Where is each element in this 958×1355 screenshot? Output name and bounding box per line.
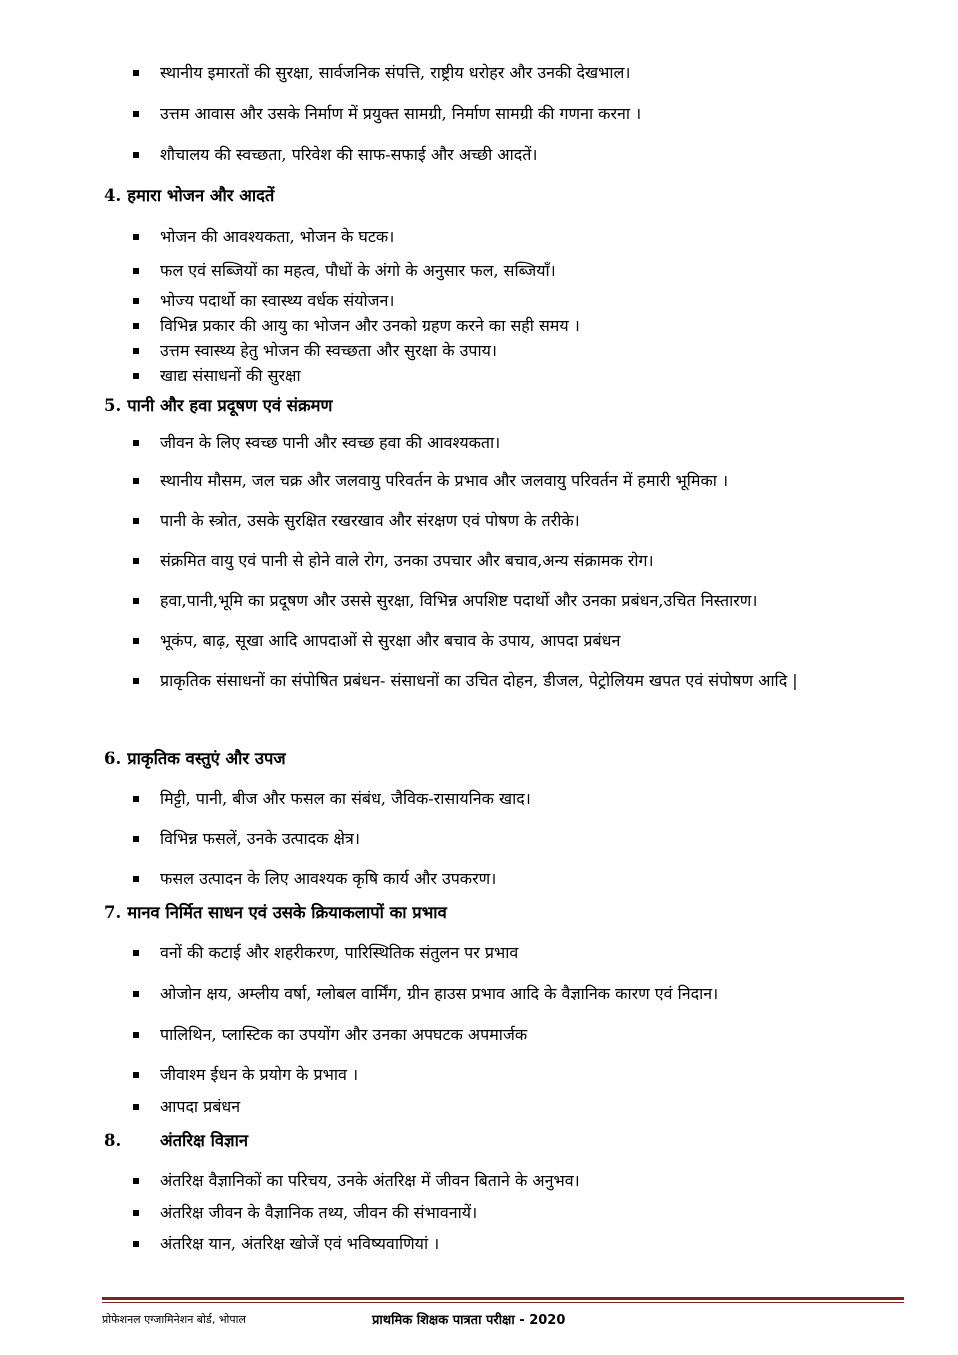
list-item: शौचालय की स्वच्छता, परिवेश की साफ-सफाई और अच्छी आदतें। xyxy=(160,145,538,164)
bullet-icon xyxy=(133,518,139,524)
bullet-icon xyxy=(133,268,139,274)
list-item: फल एवं सब्जियों का महत्व, पौधों के अंगो के अनुसार फल, सब्जियाँ। xyxy=(160,261,556,280)
list-item: उत्तम स्वास्थ्य हेतु भोजन की स्वच्छता और सुरक्षा के उपाय। xyxy=(160,341,497,360)
list-item: विभिन्न प्रकार की आयु का भोजन और उनको ग्रहण करने का सही समय । xyxy=(160,316,580,335)
bullet-icon xyxy=(133,440,139,446)
section-heading xyxy=(104,902,447,924)
section-title: अंतरिक्ष विज्ञान xyxy=(160,1131,249,1150)
bullet-icon xyxy=(133,1072,139,1078)
list-item: जीवन के लिए स्वच्छ पानी और स्वच्छ हवा की आवश्यकता। xyxy=(160,433,501,452)
list-item: भोजन की आवश्यकता, भोजन के घटक। xyxy=(160,227,395,246)
list-item: वनों की कटाई और शहरीकरण, पारिस्थितिक संतुलन पर प्रभाव xyxy=(160,943,519,962)
bullet-icon xyxy=(133,234,139,240)
section-number: 7. xyxy=(104,903,122,922)
bullet-icon xyxy=(133,323,139,329)
bullet-icon xyxy=(133,678,139,684)
list-item: आपदा प्रबंधन xyxy=(160,1097,241,1116)
bullet-icon xyxy=(133,1210,139,1216)
section-heading xyxy=(104,748,286,770)
bullet-icon xyxy=(133,70,139,76)
list-item: उत्तम आवास और उसके निर्माण में प्रयुक्त सामग्री, निर्माण सामग्री की गणना करना । xyxy=(160,104,642,123)
list-item: भोज्य पदार्थो का स्वास्थ्य वर्धक संयोजन। xyxy=(160,291,395,310)
bullet-icon xyxy=(133,478,139,484)
bullet-icon xyxy=(133,348,139,354)
section-title: पानी और हवा प्रदूषण एवं संक्रमण xyxy=(127,396,333,415)
list-item: प्राकृतिक संसाधनों का संपोषित प्रबंधन- संसाधनों का उचित दोहन, डीजल, पेट्रोलियम खपत एवं संपोषण आदि | xyxy=(160,671,798,690)
section-heading xyxy=(104,185,274,207)
footer-rule-thin xyxy=(102,1302,904,1303)
bullet-icon xyxy=(133,991,139,997)
bullet-icon xyxy=(133,373,139,379)
list-item: अंतरिक्ष वैज्ञानिकों का परिचय, उनके अंतरिक्ष में जीवन बिताने के अनुभव। xyxy=(160,1171,580,1190)
list-item: स्थानीय इमारतों की सुरक्षा, सार्वजनिक संपत्ति, राष्ट्रीय धरोहर और उनकी देखभाल। xyxy=(160,63,631,82)
section-heading xyxy=(104,1130,248,1152)
footer-exam-title: प्राथमिक शिक्षक पात्रता परीक्षा - 2020 xyxy=(372,1313,566,1328)
bullet-icon xyxy=(133,111,139,117)
bullet-icon xyxy=(133,796,139,802)
bullet-icon xyxy=(133,638,139,644)
list-item: मिट्टी, पानी, बीज और फसल का संबंध, जैविक-रासायनिक खाद। xyxy=(160,789,531,808)
list-item: फसल उत्पादन के लिए आवश्यक कृषि कार्य और उपकरण। xyxy=(160,869,497,888)
bullet-icon xyxy=(133,598,139,604)
section-title: मानव निर्मित साधन एवं उसके क्रियाकलापों का प्रभाव xyxy=(127,903,447,922)
section-number: 4. xyxy=(104,186,122,205)
list-item: संक्रमित वायु एवं पानी से होने वाले रोग, उनका उपचार और बचाव,अन्य संक्रामक रोग। xyxy=(160,551,654,570)
bullet-icon xyxy=(133,1178,139,1184)
bullet-icon xyxy=(133,876,139,882)
footer-organization: प्रोफेशनल एग्जामिनेशन बोर्ड, भोपाल xyxy=(102,1313,246,1326)
section-title: हमारा भोजन और आदतें xyxy=(127,186,275,205)
list-item: विभिन्न फसलें, उनके उत्पादक क्षेत्र। xyxy=(160,829,360,848)
section-number: 8. xyxy=(104,1131,122,1150)
list-item: हवा,पानी,भूमि का प्रदूषण और उससे सुरक्षा, विभिन्न अपशिष्ट पदार्थो और उनका प्रबंधन,उचित निस्तारण। xyxy=(160,591,758,610)
section-number: 6. xyxy=(104,749,122,768)
section-number: 5. xyxy=(104,396,122,415)
list-item: अंतरिक्ष जीवन के वैज्ञानिक तथ्य, जीवन की संभावनायें। xyxy=(160,1203,478,1222)
bullet-icon xyxy=(133,1032,139,1038)
list-item: ओजोन क्षय, अम्लीय वर्षा, ग्लोबल वार्मिंग, ग्रीन हाउस प्रभाव आदि के वैज्ञानिक कारण एवं निदान। xyxy=(160,984,719,1003)
list-item: अंतरिक्ष यान, अंतरिक्ष खोजें एवं भविष्यवाणियां । xyxy=(160,1234,440,1253)
bullet-icon xyxy=(133,950,139,956)
section-heading xyxy=(104,395,332,417)
bullet-icon xyxy=(133,298,139,304)
footer-rule-thick xyxy=(102,1297,904,1300)
list-item: भूकंप, बाढ़, सूखा आदि आपदाओं से सुरक्षा और बचाव के उपाय, आपदा प्रबंधन xyxy=(160,631,621,650)
list-item: खाद्य संसाधनों की सुरक्षा xyxy=(160,366,301,385)
list-item: स्थानीय मौसम, जल चक्र और जलवायु परिवर्तन के प्रभाव और जलवायु परिवर्तन में हमारी भूमिका । xyxy=(160,471,729,490)
bullet-icon xyxy=(133,1241,139,1247)
bullet-icon xyxy=(133,152,139,158)
list-item: पानी के स्त्रोत, उसके सुरक्षित रखरखाव और संरक्षण एवं पोषण के तरीके। xyxy=(160,511,580,530)
bullet-icon xyxy=(133,1104,139,1110)
list-item: पालिथिन, प्लास्टिक का उपयोंग और उनका अपघटक अपमार्जक xyxy=(160,1025,528,1044)
bullet-icon xyxy=(133,558,139,564)
bullet-icon xyxy=(133,836,139,842)
list-item: जीवाश्म ईधन के प्रयोग के प्रभाव । xyxy=(160,1065,359,1084)
section-title: प्राकृतिक वस्तुएं और उपज xyxy=(127,749,286,768)
